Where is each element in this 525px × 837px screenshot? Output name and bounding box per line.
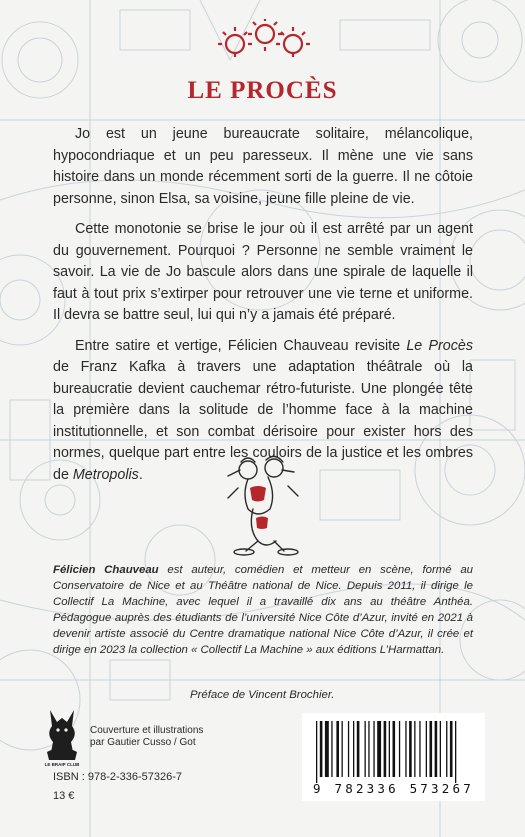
barcode-digits: 9 782336 573267 xyxy=(313,781,474,796)
barcode-bar xyxy=(377,721,381,777)
barcode-bar xyxy=(348,721,349,777)
barcode-bar xyxy=(455,721,456,783)
price: 13 € xyxy=(53,790,75,802)
synopsis-text: de Franz Kafka à travers une adaptation théâtrale où la bureaucratie devient cauchemar rétro-futuriste. Une plongée tête la première dans la solitude de l’homme face à la machine institutionnelle, et son combat dérisoire pour exister hors des normes, quelque part entre les couloirs de la justice et les ombres de xyxy=(53,359,473,483)
film-title: Metropolis xyxy=(72,466,139,483)
barcode-bar xyxy=(384,721,387,777)
credits-line: Couverture et illustrations xyxy=(90,725,204,736)
barcode-bar xyxy=(336,721,339,777)
barcode-bar xyxy=(414,721,415,777)
synopsis xyxy=(53,124,473,495)
barcode-bar xyxy=(353,721,354,777)
barcode-bar xyxy=(446,721,447,777)
publisher-name: LE BRAIP CLUB xyxy=(44,762,80,767)
preface-credit: Préface de Vincent Brochier. xyxy=(190,689,335,701)
barcode-bar xyxy=(409,721,412,777)
author-name: Félicien Chauveau xyxy=(53,564,159,576)
barcode-bar xyxy=(331,721,332,777)
cover-credits xyxy=(90,725,203,749)
demon-logo-icon xyxy=(45,708,79,762)
credits-line: par Gautier Cusso / Got xyxy=(90,737,196,748)
isbn: ISBN : 978-2-336-57326-7 xyxy=(53,771,183,783)
synopsis-paragraph-1: Jo est un jeune bureaucrate solitaire, mélancolique, hypocondriaque et un peu paresseux. Il mène une vie sans histoire dans un monde récemment sorti de la guerre. Il ne côtoie personne, sinon Elsa, sa voisine, jeune fille pleine de vie. xyxy=(53,126,473,207)
barcode-bar xyxy=(373,721,374,777)
barcode-bar xyxy=(435,721,438,777)
barcode-bar xyxy=(325,721,329,777)
barcode-bars xyxy=(314,721,473,783)
barcode-bar xyxy=(357,721,360,777)
barcode-bar xyxy=(426,721,427,777)
gears-icon xyxy=(213,18,313,58)
barcode-bar xyxy=(342,721,343,777)
author-bio-text: est auteur, comédien et metteur en scène, formé au Conservatoire de Nice et au Théâtre national de Nice. Depuis 2011, il dirige le Collectif La Machine, avec lequel il a travaillé dix ans au théâtre Anthéa. Pédagogue auprès des étudiants de l’université Nice Côte d’Azur, invité en 2021 à devenir artiste associé du Centre dramatique national Nice Côte d’Azur, il crée et dirige en 2023 la collection « Collectif La Machine » aux éditions L’Harmattan. xyxy=(53,564,473,656)
barcode-bar xyxy=(450,721,453,777)
barcode-bar xyxy=(399,721,400,777)
barcode-bar xyxy=(440,721,441,777)
book-title: LE PROCÈS xyxy=(187,77,338,104)
author-bio xyxy=(53,562,473,658)
characters-illustration xyxy=(208,448,318,558)
barcode-bar xyxy=(430,721,433,777)
synopsis-paragraph-2: Cette monotonie se brise le jour où il est arrêté par un agent du gouvernement. Pourquoi ? Personne ne semble vraiment le savoir. La vie de Jo bascule alors dans une spirale de laquelle il faut à tout prix s’extirper pour retrouver une vie terne et uniforme. Il devra se battre seul, lui qui n’y a jamais été préparé. xyxy=(53,221,473,323)
barcode-bar xyxy=(389,721,390,777)
barcode xyxy=(302,713,485,801)
synopsis-text: Entre satire et vertige, Félicien Chauveau revisite xyxy=(75,337,407,354)
synopsis-text: . xyxy=(138,466,143,483)
barcode-bar xyxy=(405,721,406,777)
barcode-bar xyxy=(365,721,366,777)
work-title: Le Procès xyxy=(406,337,473,354)
barcode-bar xyxy=(320,721,323,777)
barcode-bar xyxy=(419,721,420,777)
barcode-bar xyxy=(368,721,369,777)
barcode-bar xyxy=(316,721,317,783)
barcode-bar xyxy=(393,721,396,777)
